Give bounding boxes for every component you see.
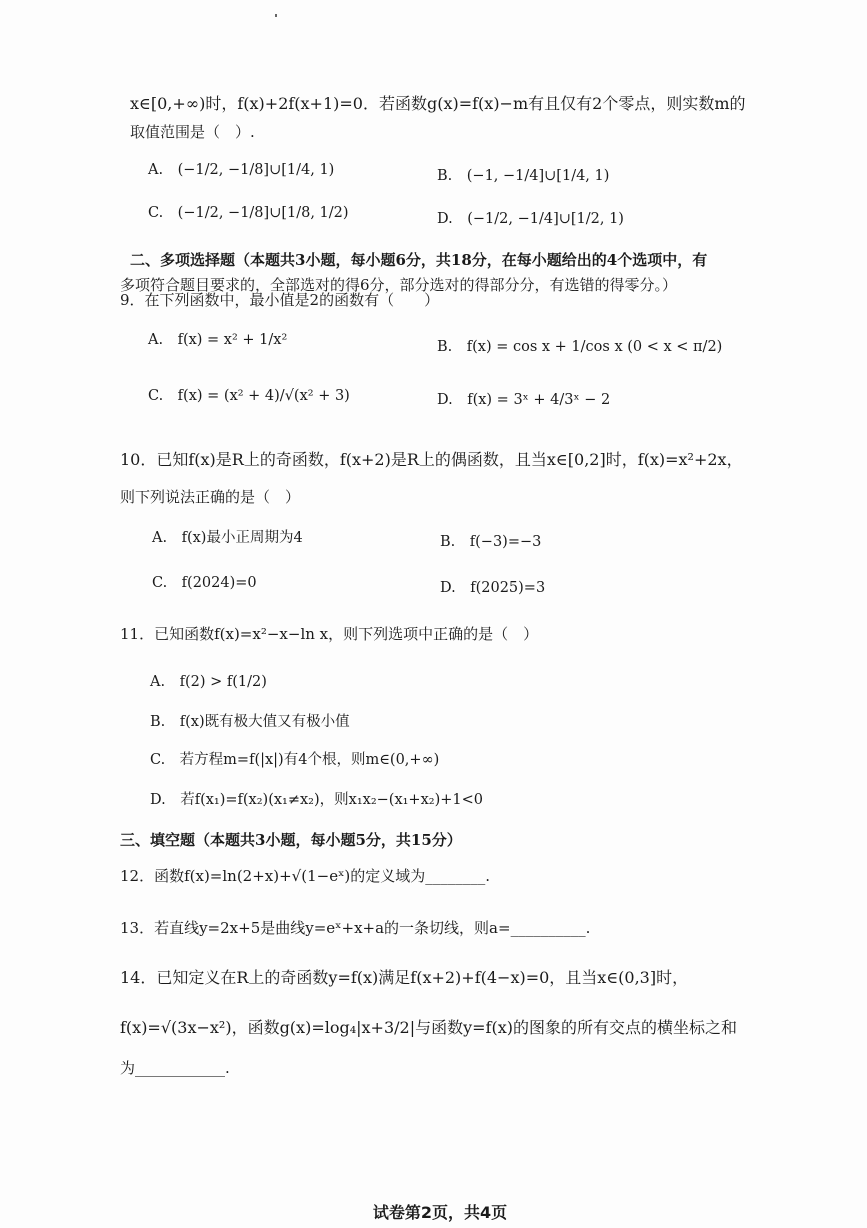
q10-option-c: C. f(2024)=0: [152, 575, 257, 591]
q11-stem: 11．已知函数f(x)=x²−x−ln x，则下列选项中正确的是（ ）: [120, 625, 539, 643]
page-footer: 试卷第2页，共4页: [372, 1203, 508, 1222]
q11-option-d: D. 若f(x₁)=f(x₂)(x₁≠x₂)，则x₁x₂−(x₁+x₂)+1<0: [150, 792, 483, 808]
q11-option-a: A. f(2) > f(1/2): [150, 674, 267, 690]
section3-header: 三、填空题（本题共3小题，每小题5分，共15分）: [120, 831, 462, 849]
scan-speck: [275, 14, 277, 17]
q14-stem-line3: 为____________.: [120, 1059, 230, 1077]
q8-stem-line1: x∈[0,+∞)时，f(x)+2f(x+1)=0．若函数g(x)=f(x)−m有且仅有2个零点，则实数m的: [130, 94, 746, 113]
q11-option-b: B. f(x)既有极大值又有极小值: [150, 714, 350, 730]
q12-stem: 12．函数f(x)=ln(2+x)+√(1−eˣ)的定义域为________.: [120, 867, 491, 885]
q9-option-d: D. f(x) = 3ˣ + 4/3ˣ − 2: [437, 392, 611, 408]
q9-option-c: C. f(x) = (x² + 4)/√(x² + 3): [148, 388, 350, 404]
q8-option-d: D. (−1/2, −1/4]∪[1/2, 1): [437, 211, 624, 227]
q9-stem: 9．在下列函数中，最小值是2的函数有（ ）: [120, 291, 440, 309]
q8-stem-line2: 取值范围是（ ）.: [130, 123, 255, 141]
q10-option-a: A. f(x)最小正周期为4: [152, 530, 303, 546]
q11-option-c: C. 若方程m=f(|x|)有4个根，则m∈(0,+∞): [150, 752, 440, 768]
q14-stem-line1: 14．已知定义在R上的奇函数y=f(x)满足f(x+2)+f(4−x)=0，且当x∈(0,3]时，: [120, 968, 689, 987]
section2-header-line2: 多项符合题目要求的，全部选对的得6分，部分选对的得部分分，有选错的得零分。）: [120, 276, 678, 294]
q13-stem: 13．若直线y=2x+5是曲线y=eˣ+x+a的一条切线，则a=__________.: [120, 919, 591, 937]
q10-stem-line2: 则下列说法正确的是（ ）: [120, 488, 301, 506]
q8-option-b: B. (−1, −1/4]∪[1/4, 1): [437, 168, 610, 184]
q14-stem-line2: f(x)=√(3x−x²)，函数g(x)=log₄|x+3/2|与函数y=f(x)的图象的所有交点的横坐标之和: [120, 1018, 737, 1037]
q10-option-d: D. f(2025)=3: [440, 580, 546, 596]
q10-option-b: B. f(−3)=−3: [440, 534, 542, 550]
q10-stem-line1: 10．已知f(x)是R上的奇函数，f(x+2)是R上的偶函数，且当x∈[0,2]时，f(x)=x²+2x，: [120, 450, 743, 469]
q8-option-c: C. (−1/2, −1/8]∪[1/8, 1/2): [148, 205, 349, 221]
q9-option-b: B. f(x) = cos x + 1/cos x (0 < x < π/2): [437, 339, 723, 355]
q8-option-a: A. (−1/2, −1/8]∪[1/4, 1): [148, 162, 335, 178]
section2-header-line1: 二、多项选择题（本题共3小题，每小题6分，共18分，在每小题给出的4个选项中，有: [130, 251, 708, 269]
q9-option-a: A. f(x) = x² + 1/x²: [148, 332, 288, 348]
